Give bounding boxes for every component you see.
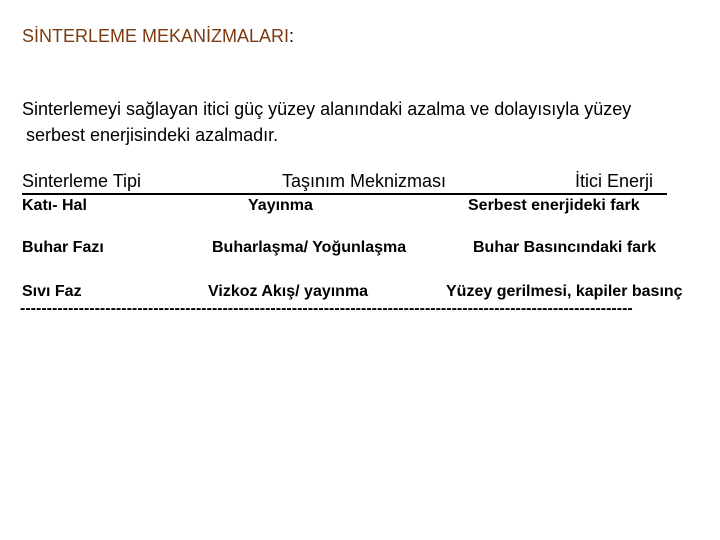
header-transport-mechanism: Taşınım Meknizması [282,171,447,191]
table-header [22,171,667,195]
row-3-type: Sıvı Faz [22,283,82,300]
row-3-energy: Yüzey gerilmesi, kapiler basınç [446,283,683,300]
row-3-mechanism: Vizkoz Akış/ yayınma [208,283,369,300]
header-driving-energy: İtici Enerji [575,171,654,191]
header-sintering-type: Sinterleme Tipi [22,171,142,191]
page-title [22,26,294,47]
intro-line-1: Sinterlemeyi sağlayan itici güç yüzey alanındaki azalma ve dolayısıyla yüzey [22,99,632,119]
row-2-mechanism: Buharlaşma/ Yoğunlaşma [212,239,407,256]
intro-paragraph [22,96,720,148]
title-colon: : [289,26,295,46]
row-2-energy: Buhar Basıncındaki fark [473,239,657,256]
intro-line-2: serbest enerjisindeki azalmadır. [26,125,279,145]
row-1-type: Katı- Hal [22,197,87,214]
dashed-divider: ------------------------------------------------------------------------------------------------------------------- [20,300,633,317]
row-2-type: Buhar Fazı [22,239,104,256]
title-text: SİNTERLEME MEKANİZMALARI [22,26,290,46]
row-1-mechanism: Yayınma [248,197,313,214]
row-1-energy: Serbest enerjideki fark [468,197,640,214]
